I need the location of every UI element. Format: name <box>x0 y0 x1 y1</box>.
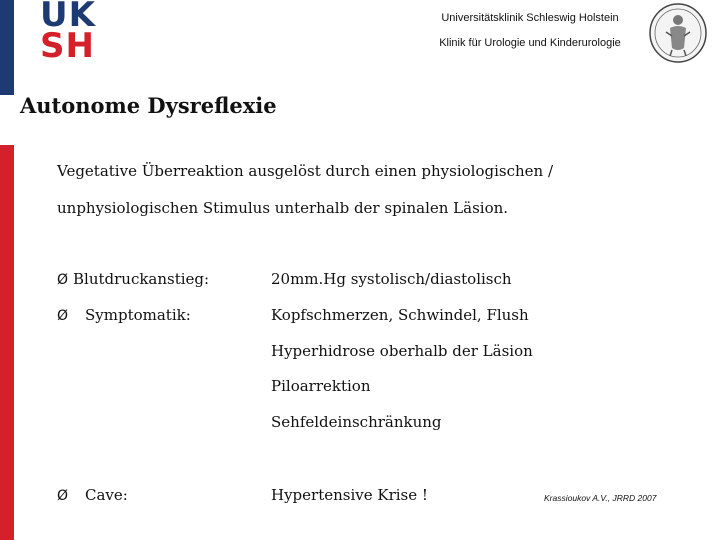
university-seal-icon <box>648 2 708 64</box>
symptom-item: Kopfschmerzen, Schwindel, Flush <box>271 306 529 324</box>
bullet-label: Symptomatik: <box>85 306 191 324</box>
symptom-item: Piloarrektion <box>271 377 371 395</box>
intro-line-2: unphysiologischen Stimulus unterhalb der spinalen Läsion. <box>57 199 509 217</box>
arrow-bullet-icon: Ø <box>57 308 69 324</box>
brand-bar-red <box>0 145 14 540</box>
bullet-blood-pressure <box>57 270 209 288</box>
bullet-caution <box>57 486 128 504</box>
brand-bar-blue <box>0 0 14 95</box>
institution-name: Universitätsklinik Schleswig Holstein <box>441 12 619 24</box>
uksh-logo <box>40 0 96 66</box>
logo-line-1: UK <box>40 0 96 35</box>
symptom-item: Hyperhidrose oberhalb der Läsion <box>271 342 533 360</box>
citation: Krassioukov A.V., JRRD 2007 <box>544 493 657 503</box>
bullet-label: Blutdruckanstieg: <box>73 270 210 288</box>
bullet-symptoms <box>57 306 191 324</box>
bullet-value: Hypertensive Krise ! <box>271 486 428 504</box>
intro-line-1: Vegetative Überreaktion ausgelöst durch einen physiologischen / <box>57 162 553 180</box>
bullet-value: 20mm.Hg systolisch/diastolisch <box>271 270 512 288</box>
bullet-label: Cave: <box>85 486 128 504</box>
symptom-item: Sehfeldeinschränkung <box>271 413 442 431</box>
logo-line-2: SH <box>40 26 95 66</box>
arrow-bullet-icon: Ø <box>57 272 69 288</box>
slide-title: Autonome Dysreflexie <box>20 93 277 118</box>
arrow-bullet-icon: Ø <box>57 488 69 504</box>
department-name: Klinik für Urologie und Kinderurologie <box>439 37 621 49</box>
